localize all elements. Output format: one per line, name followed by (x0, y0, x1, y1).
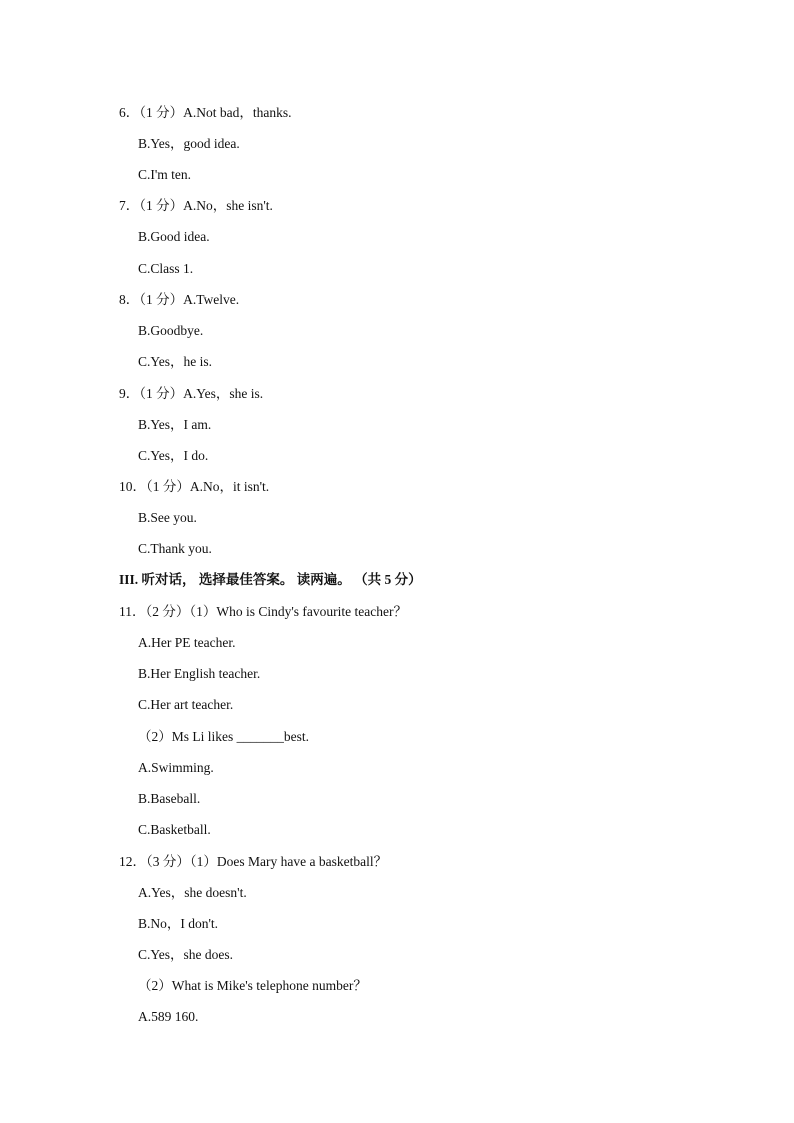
option-12-1a: A.Yes，she doesn't. (138, 885, 247, 900)
subquestion-12-2: （2）What is Mike's telephone number？ (138, 978, 367, 993)
option-12-1c: C.Yes，she does. (138, 947, 234, 962)
subquestion-11-2: （2）Ms Li likes _______best. (138, 729, 309, 744)
section-heading-3: III. 听对话， 选择最佳答案。 读两遍。 （共 5 分） (119, 572, 422, 587)
question-11: 11．（2 分）（1）Who is Cindy's favourite teacher？ (119, 604, 408, 619)
option-6b: B.Yes，good idea. (138, 136, 240, 151)
option-11-2a: A.Swimming. (138, 760, 214, 775)
option-11-1b: B.Her English teacher. (138, 666, 261, 681)
question-9: 9．（1 分）A.Yes，she is. (119, 386, 264, 401)
question-12: 12．（3 分）（1）Does Mary have a basketball？ (119, 854, 388, 869)
question-6: 6．（1 分）A.Not bad，thanks. (119, 105, 292, 120)
option-7b: B.Good idea. (138, 229, 210, 244)
option-12-1b: B.No，I don't. (138, 916, 219, 931)
option-8c: C.Yes，he is. (138, 354, 213, 369)
option-6c: C.I'm ten. (138, 167, 192, 182)
option-9b: B.Yes，I am. (138, 417, 212, 432)
option-11-2c: C.Basketball. (138, 822, 211, 837)
question-7: 7．（1 分）A.No，she isn't. (119, 198, 273, 213)
option-7c: C.Class 1. (138, 261, 194, 276)
option-11-1c: C.Her art teacher. (138, 697, 234, 712)
option-10c: C.Thank you. (138, 541, 212, 556)
option-9c: C.Yes，I do. (138, 448, 209, 463)
question-8: 8．（1 分）A.Twelve. (119, 292, 240, 307)
option-12-2a: A.589 160. (138, 1009, 199, 1024)
question-10: 10．（1 分）A.No，it isn't. (119, 479, 270, 494)
option-8b: B.Goodbye. (138, 323, 204, 338)
option-10b: B.See you. (138, 510, 197, 525)
option-11-2b: B.Baseball. (138, 791, 201, 806)
option-11-1a: A.Her PE teacher. (138, 635, 236, 650)
